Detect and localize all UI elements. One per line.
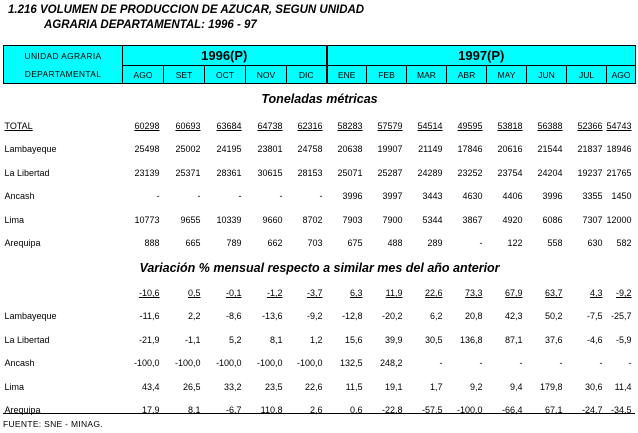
cell-value: 179,8: [539, 381, 563, 392]
section-toneladas: [4, 84, 636, 256]
cell-value: 20,8: [464, 311, 483, 322]
header-row-months: [4, 66, 636, 84]
month-header: MAY: [487, 66, 527, 84]
cell-value: 52366: [577, 120, 603, 131]
cell-value: 33,2: [223, 381, 242, 392]
cell-value: 28361: [216, 167, 242, 178]
section-variacion: [4, 255, 636, 422]
cell-value: 25287: [377, 167, 403, 178]
cell-value: 23801: [257, 144, 283, 155]
cell-value: 23,5: [264, 381, 283, 392]
header-label-line1: UNIDAD AGRARIA: [4, 46, 123, 66]
cell-value: 24204: [537, 167, 563, 178]
cell-value: -6,7: [225, 405, 242, 416]
cell-value: 8702: [302, 214, 323, 225]
cell-value: -100,0: [256, 358, 283, 369]
table-row: [4, 232, 636, 256]
cell-value: 17846: [457, 144, 483, 155]
header-year-1996: 1996(P): [123, 46, 327, 66]
month-header: ENE: [327, 66, 367, 84]
cell-value: -1,1: [184, 334, 201, 345]
cell-value: 67,1: [544, 405, 563, 416]
cell-value: 122: [507, 238, 523, 249]
month-header: JUL: [567, 66, 607, 84]
cell-value: 39,9: [384, 334, 403, 345]
cell-value: 21544: [537, 144, 563, 155]
table-row: [4, 328, 636, 352]
row-label: Lambayeque: [4, 144, 57, 155]
cell-value: 3996: [342, 191, 363, 202]
cell-value: 15,6: [344, 334, 363, 345]
cell-value: 67,9: [504, 287, 523, 298]
header-label-line2: DEPARTAMENTAL: [4, 66, 123, 84]
table-row: [4, 305, 636, 329]
cell-value: 1,2: [309, 334, 323, 345]
cell-value: 11,9: [385, 287, 403, 298]
cell-value: -3,7: [306, 287, 323, 298]
header-year-1997: 1997(P): [327, 46, 636, 66]
cell-value: 87,1: [504, 334, 523, 345]
cell-value: 9,4: [509, 381, 523, 392]
cell-value: -: [599, 358, 603, 369]
cell-value: -57,5: [421, 405, 443, 416]
cell-value: 9655: [180, 214, 201, 225]
footer-rule: [3, 413, 635, 414]
cell-value: 558: [547, 238, 563, 249]
cell-value: 21149: [418, 144, 443, 155]
cell-value: -: [479, 358, 483, 369]
cell-value: 9,2: [469, 381, 483, 392]
cell-value: -34,5: [611, 405, 632, 416]
month-header: NOV: [246, 66, 287, 84]
cell-value: 30,6: [584, 381, 603, 392]
table-row: [4, 185, 636, 209]
cell-value: -24,7: [581, 405, 603, 416]
cell-value: 63,7: [544, 287, 563, 298]
cell-value: -100,0: [174, 358, 201, 369]
source-note: FUENTE: SNE - MINAG.: [3, 419, 103, 429]
cell-value: 630: [587, 238, 603, 249]
cell-value: 5344: [422, 214, 443, 225]
cell-value: 23139: [134, 167, 160, 178]
cell-value: -: [519, 358, 523, 369]
table-row: [4, 281, 636, 305]
cell-value: 17,9: [141, 405, 160, 416]
cell-value: 1450: [611, 191, 632, 202]
cell-value: 60693: [175, 120, 201, 131]
cell-value: 6,2: [429, 311, 443, 322]
cell-value: -: [559, 358, 563, 369]
cell-value: 23754: [497, 167, 523, 178]
cell-value: 19907: [377, 144, 403, 155]
cell-value: -100,0: [215, 358, 242, 369]
cell-value: 703: [307, 238, 323, 249]
cell-value: 10773: [134, 214, 160, 225]
month-header: JUN: [527, 66, 567, 84]
cell-value: 54514: [417, 120, 443, 131]
cell-value: 7900: [382, 214, 403, 225]
cell-value: 3867: [462, 214, 483, 225]
cell-value: 73,3: [464, 287, 483, 298]
cell-value: 24289: [417, 167, 443, 178]
row-label: Arequipa: [4, 405, 41, 416]
cell-value: 665: [185, 238, 201, 249]
cell-value: -10,6: [138, 287, 160, 298]
cell-value: -: [197, 191, 201, 202]
row-label: La Libertad: [4, 167, 50, 178]
cell-value: 248,2: [379, 358, 403, 369]
cell-value: 43,4: [141, 381, 160, 392]
cell-value: 289: [427, 238, 443, 249]
cell-value: 6,3: [349, 287, 363, 298]
cell-value: -12,8: [341, 311, 363, 322]
cell-value: 2,2: [187, 311, 201, 322]
cell-value: 675: [347, 238, 363, 249]
cell-value: 3355: [582, 191, 603, 202]
cell-value: -66,4: [501, 405, 523, 416]
cell-value: 1,7: [429, 381, 443, 392]
month-header: MAR: [407, 66, 447, 84]
cell-value: 888: [144, 238, 160, 249]
cell-value: -: [156, 191, 160, 202]
cell-value: -4,6: [586, 334, 603, 345]
cell-value: 4,3: [589, 287, 603, 298]
cell-value: 10339: [216, 214, 242, 225]
cell-value: -: [319, 191, 323, 202]
cell-value: 50,2: [544, 311, 563, 322]
row-label: TOTAL: [4, 120, 33, 131]
cell-value: 53818: [497, 120, 523, 131]
cell-value: -100,0: [296, 358, 323, 369]
cell-value: 9660: [262, 214, 283, 225]
table-row: [4, 114, 636, 138]
cell-value: 64738: [257, 120, 283, 131]
cell-value: -22,8: [381, 405, 403, 416]
row-label: Lima: [4, 381, 25, 392]
production-table: [3, 45, 636, 422]
cell-value: 582: [616, 238, 632, 249]
cell-value: -: [238, 191, 242, 202]
cell-value: 28153: [297, 167, 323, 178]
cell-value: -8,6: [225, 311, 242, 322]
cell-value: 20616: [497, 144, 523, 155]
cell-value: 20638: [337, 144, 363, 155]
cell-value: 11,4: [614, 381, 632, 392]
table-row: [4, 352, 636, 376]
cell-value: -9,2: [616, 287, 632, 298]
month-header: AGO: [607, 66, 636, 84]
cell-value: -20,2: [381, 311, 403, 322]
table-row: [4, 375, 636, 399]
cell-value: 21765: [606, 167, 632, 178]
cell-value: 18946: [606, 144, 632, 155]
cell-value: 5,2: [228, 334, 242, 345]
table-title-line2: AGRARIA DEPARTAMENTAL: 1996 - 97: [44, 19, 257, 31]
cell-value: 4406: [502, 191, 523, 202]
cell-value: 54743: [606, 120, 632, 131]
month-header: DIC: [287, 66, 327, 84]
cell-value: 0,5: [187, 287, 201, 298]
cell-value: 30,5: [424, 334, 443, 345]
cell-value: 24195: [216, 144, 242, 155]
cell-value: 3443: [422, 191, 443, 202]
cell-value: -25,7: [611, 311, 632, 322]
cell-value: 4920: [502, 214, 523, 225]
cell-value: 22,6: [424, 287, 443, 298]
row-label: Arequipa: [4, 238, 41, 249]
cell-value: 110,8: [260, 405, 283, 416]
cell-value: 4630: [462, 191, 483, 202]
cell-value: 7903: [342, 214, 363, 225]
table-row: [4, 208, 636, 232]
cell-value: 12000: [606, 214, 632, 225]
cell-value: 56388: [537, 120, 563, 131]
table-row: [4, 138, 636, 162]
cell-value: -11,6: [139, 311, 160, 322]
cell-value: 23252: [457, 167, 483, 178]
cell-value: 49595: [457, 120, 483, 131]
table-row: [4, 161, 636, 185]
cell-value: 25071: [337, 167, 363, 178]
cell-value: -13,6: [261, 311, 283, 322]
cell-value: -: [628, 358, 632, 369]
row-label: Lima: [4, 214, 25, 225]
cell-value: 21837: [577, 144, 603, 155]
cell-value: 58283: [337, 120, 363, 131]
cell-value: 24758: [297, 144, 323, 155]
cell-value: -9,2: [306, 311, 323, 322]
cell-value: 19,1: [384, 381, 403, 392]
cell-value: 42,3: [504, 311, 523, 322]
cell-value: -7,5: [586, 311, 603, 322]
cell-value: 11,5: [345, 381, 363, 392]
month-header: FEB: [367, 66, 407, 84]
section-title-toneladas: Toneladas métricas: [261, 92, 378, 106]
row-label: La Libertad: [4, 334, 50, 345]
cell-value: 8,1: [269, 334, 283, 345]
cell-value: 60298: [134, 120, 160, 131]
cell-value: 0,6: [349, 405, 363, 416]
cell-value: -: [439, 358, 443, 369]
cell-value: 136,8: [459, 334, 483, 345]
section-title-variacion: Variación % mensual respecto a similar mes del año anterior: [139, 261, 500, 275]
cell-value: 2,6: [309, 405, 323, 416]
cell-value: 22,6: [304, 381, 323, 392]
cell-value: 25498: [134, 144, 160, 155]
month-header: ABR: [447, 66, 487, 84]
cell-value: -100,0: [456, 405, 483, 416]
cell-value: 37,6: [544, 334, 563, 345]
cell-value: 3997: [382, 191, 403, 202]
cell-value: 30615: [257, 167, 283, 178]
cell-value: -: [279, 191, 283, 202]
cell-value: 3996: [542, 191, 563, 202]
cell-value: 19237: [577, 167, 603, 178]
row-label: Ancash: [4, 191, 35, 202]
cell-value: 25371: [175, 167, 201, 178]
cell-value: 8,1: [187, 405, 201, 416]
month-header: OCT: [205, 66, 246, 84]
cell-value: -1,2: [266, 287, 283, 298]
row-label: Lambayeque: [4, 311, 57, 322]
cell-value: 488: [387, 238, 403, 249]
cell-value: 132,5: [339, 358, 363, 369]
cell-value: -100,0: [133, 358, 160, 369]
cell-value: 26,5: [182, 381, 201, 392]
cell-value: 789: [226, 238, 242, 249]
table-title-line1: 1.216 VOLUMEN DE PRODUCCION DE AZUCAR, SEGUN UNIDAD: [8, 4, 365, 16]
cell-value: -0,1: [225, 287, 242, 298]
cell-value: 662: [267, 238, 283, 249]
cell-value: 57579: [377, 120, 403, 131]
cell-value: 63684: [216, 120, 242, 131]
cell-value: 7307: [582, 214, 603, 225]
cell-value: -: [479, 238, 483, 249]
row-label: Ancash: [4, 358, 35, 369]
header-row-years: [4, 46, 636, 66]
cell-value: 25002: [175, 144, 201, 155]
cell-value: 6086: [542, 214, 563, 225]
cell-value: 62316: [297, 120, 323, 131]
month-header: AGO: [123, 66, 164, 84]
cell-value: -21,9: [138, 334, 160, 345]
month-header: SET: [164, 66, 205, 84]
cell-value: -5,9: [616, 334, 632, 345]
